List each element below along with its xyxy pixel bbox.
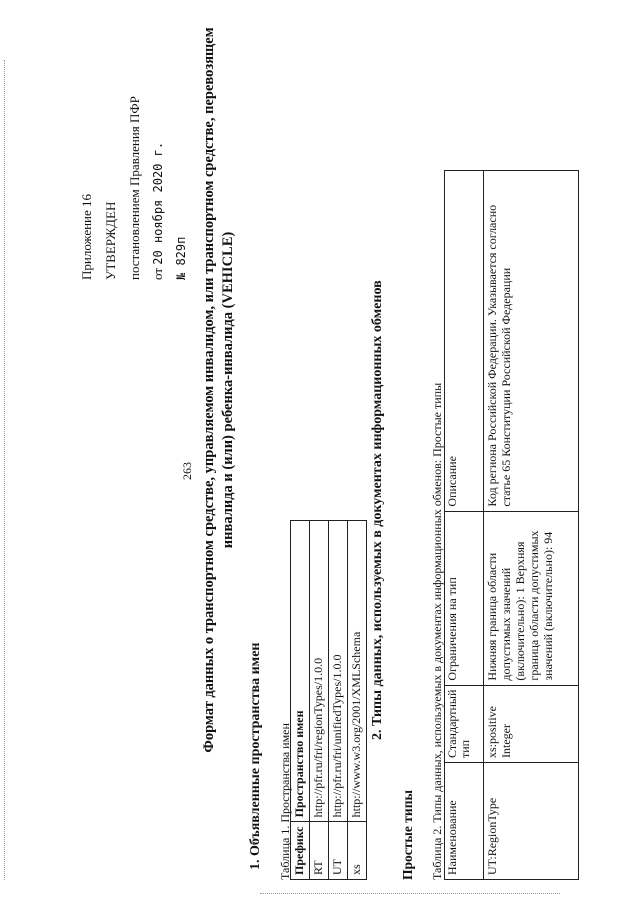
column-header-namespace: Пространство имен <box>291 521 310 822</box>
table-row <box>348 521 367 880</box>
column-header-name: Наименование <box>445 763 484 880</box>
table-row <box>484 171 579 880</box>
approval-date-prefix: от <box>150 267 165 280</box>
table-header-row <box>445 171 484 880</box>
approval-number: № 829п <box>174 236 188 280</box>
simple-types-heading: Простые типы <box>400 789 415 880</box>
prefix-cell: RT <box>310 822 329 880</box>
type-name-cell: UT:RegionType <box>484 763 579 880</box>
document-title: Формат данных о транспортном средстве, управляемом инвалидом, или транспортном средстве, перевозящем инвалида и (или) ребенка-инвалида (VEHICLE) <box>201 27 236 753</box>
page-number: 263 <box>180 462 194 480</box>
approval-date <box>150 142 166 280</box>
prefix-cell: UT <box>329 822 348 880</box>
table-header-row <box>291 521 310 880</box>
table-row <box>329 521 348 880</box>
namespaces-table <box>290 520 367 880</box>
description-cell: Код региона Российской Федерации. Указывается согласно статье 65 Конституции Российской Федерации <box>484 171 579 512</box>
namespace-cell: http://pfr.ru/fri/unifiedTypes/1.0.0 <box>329 521 348 822</box>
simple-types-table <box>444 170 579 880</box>
approved-label: УТВЕРЖДЕН <box>103 201 118 280</box>
approval-date-value: 20 ноября 2020 г. <box>151 141 165 265</box>
column-header-description: Описание <box>445 171 484 512</box>
column-header-prefix: Префикс <box>291 822 310 880</box>
standard-type-cell: xs:positive Integer <box>484 685 579 762</box>
appendix-label: Приложение 16 <box>79 193 94 280</box>
section-2-heading: 2. Типы данных, используемых в документах информационных обменов <box>370 280 385 740</box>
section-1-heading: 1. Объявленные пространства имен <box>248 642 263 870</box>
column-header-restrictions: Ограничения на тип <box>445 511 484 685</box>
column-header-standard-type: Стандартный тип <box>445 685 484 762</box>
restrictions-cell: Нижняя граница области допустимых значений (включительно): 1 Верхняя граница области допустимых значений (включительно): 94 <box>484 511 579 685</box>
prefix-cell: xs <box>348 822 367 880</box>
table-1-caption: Таблица 1. Пространства имен <box>278 723 292 880</box>
namespace-cell: http://www.w3.org/2001/XMLSchema <box>348 521 367 822</box>
table-row <box>310 521 329 880</box>
scan-edge-bottom <box>260 893 560 895</box>
table-2-caption: Таблица 2. Типы данных, используемых в документах информационных обменов: Простые типы <box>430 382 444 880</box>
resolution-label: постановлением Правления ПФР <box>127 96 142 280</box>
rotated-document-page <box>0 27 640 880</box>
namespace-cell: http://pfr.ru/fri/regionTypes/1.0.0 <box>310 521 329 822</box>
